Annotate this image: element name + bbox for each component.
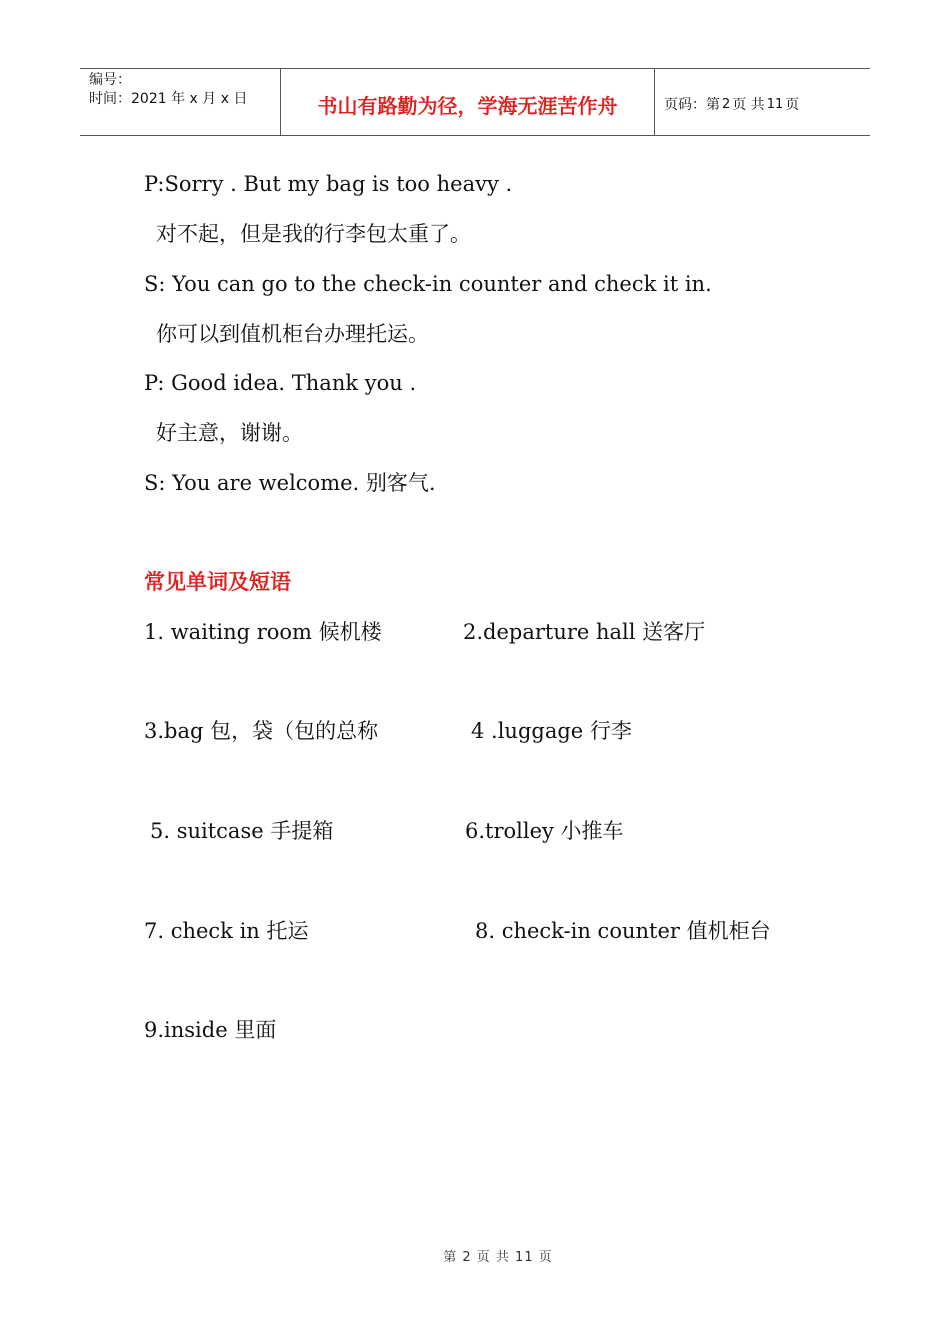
page-footer: 第 2 页 共 11 页	[443, 1250, 553, 1265]
vocab-item: 9.inside 里面	[144, 1018, 277, 1042]
dialogue-translation: 对不起，但是我的行李包太重了。	[156, 222, 471, 246]
vocab-item: 5. suitcase 手提箱	[150, 819, 334, 843]
dialogue-translation: 你可以到值机柜台办理托运。	[156, 322, 429, 346]
vocab-item: 2.departure hall 送客厅	[463, 620, 706, 644]
header-page-indicator	[655, 69, 870, 135]
dialogue-line: S: You are welcome. 别客气.	[144, 471, 436, 495]
header-page-suffix: 页	[785, 97, 800, 113]
dialogue-translation: 好主意，谢谢。	[156, 421, 303, 445]
vocab-item: 1. waiting room 候机楼	[144, 620, 382, 644]
header-number-label: 编号：	[89, 72, 131, 88]
header-time-label: 时间：2021 年 x 月 x 日	[89, 91, 248, 107]
header-page-mid: 页 共	[732, 97, 765, 113]
section-title: 常见单词及短语	[144, 570, 291, 594]
vocab-item: 3.bag 包，袋（包的总称	[144, 719, 379, 743]
vocab-item: 7. check in 托运	[144, 919, 309, 943]
vocab-item: 8. check-in counter 值机柜台	[475, 919, 771, 943]
page-header	[80, 68, 870, 136]
header-page-current: 2	[722, 96, 731, 112]
vocab-item: 4 .luggage 行李	[471, 719, 632, 743]
vocab-item: 6.trolley 小推车	[465, 819, 624, 843]
dialogue-line: S: You can go to the check-in counter and check it in.	[144, 272, 712, 296]
header-page-prefix: 页码：第	[664, 97, 720, 113]
dialogue-line: P:Sorry . But my bag is too heavy .	[144, 172, 513, 196]
dialogue-line: P: Good idea. Thank you .	[144, 371, 417, 395]
header-meta	[80, 69, 281, 135]
header-page-total: 11	[766, 96, 784, 112]
header-motto: 书山有路勤为径，学海无涯苦作舟	[281, 69, 655, 135]
